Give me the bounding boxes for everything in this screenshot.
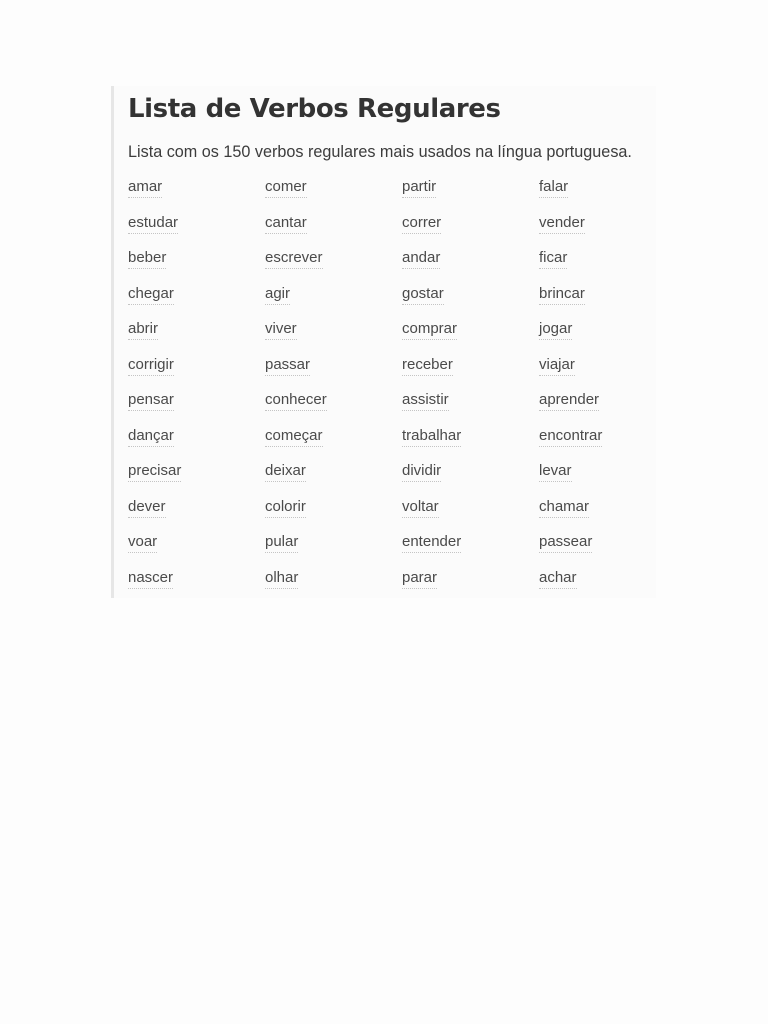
verb-link[interactable]: dançar xyxy=(128,427,174,447)
verb-list-card xyxy=(111,86,656,598)
page-title: Lista de Verbos Regulares xyxy=(128,94,501,124)
verb-cell xyxy=(402,320,539,356)
verb-cell xyxy=(539,533,648,569)
verb-cell xyxy=(539,391,648,427)
verb-cell xyxy=(128,427,265,463)
verb-cell xyxy=(128,249,265,285)
verb-cell xyxy=(128,462,265,498)
verb-link[interactable]: correr xyxy=(402,214,441,234)
verb-cell xyxy=(539,214,648,250)
verb-link[interactable]: abrir xyxy=(128,320,158,340)
verb-cell xyxy=(265,498,402,534)
verb-link[interactable]: passear xyxy=(539,533,592,553)
verb-cell xyxy=(265,178,402,214)
verb-link[interactable]: encontrar xyxy=(539,427,602,447)
verb-cell xyxy=(265,249,402,285)
verb-link[interactable]: passar xyxy=(265,356,310,376)
verb-cell xyxy=(128,214,265,250)
verb-link[interactable]: deixar xyxy=(265,462,306,482)
verb-grid xyxy=(128,178,648,604)
verb-cell xyxy=(265,214,402,250)
verb-cell xyxy=(402,214,539,250)
verb-link[interactable]: dividir xyxy=(402,462,441,482)
verb-link[interactable]: escrever xyxy=(265,249,323,269)
verb-cell xyxy=(128,356,265,392)
verb-cell xyxy=(265,356,402,392)
verb-link[interactable]: chamar xyxy=(539,498,589,518)
verb-cell xyxy=(402,178,539,214)
verb-link[interactable]: aprender xyxy=(539,391,599,411)
verb-link[interactable]: conhecer xyxy=(265,391,327,411)
verb-cell xyxy=(402,427,539,463)
page-subtitle: Lista com os 150 verbos regulares mais usados na língua portuguesa. xyxy=(128,143,632,161)
verb-link[interactable]: partir xyxy=(402,178,436,198)
verb-cell xyxy=(128,320,265,356)
verb-cell xyxy=(539,427,648,463)
verb-link[interactable]: ficar xyxy=(539,249,567,269)
verb-cell xyxy=(402,462,539,498)
verb-cell xyxy=(402,356,539,392)
verb-cell xyxy=(402,391,539,427)
verb-cell xyxy=(265,462,402,498)
verb-cell xyxy=(402,569,539,605)
verb-cell xyxy=(402,285,539,321)
verb-cell xyxy=(265,320,402,356)
verb-link[interactable]: levar xyxy=(539,462,572,482)
verb-link[interactable]: trabalhar xyxy=(402,427,461,447)
verb-cell xyxy=(539,356,648,392)
verb-link[interactable]: assistir xyxy=(402,391,449,411)
verb-link[interactable]: entender xyxy=(402,533,461,553)
verb-link[interactable]: cantar xyxy=(265,214,307,234)
verb-cell xyxy=(402,249,539,285)
verb-cell xyxy=(128,498,265,534)
verb-cell xyxy=(539,498,648,534)
verb-link[interactable]: brincar xyxy=(539,285,585,305)
verb-link[interactable]: colorir xyxy=(265,498,306,518)
verb-cell xyxy=(539,569,648,605)
verb-link[interactable]: pensar xyxy=(128,391,174,411)
verb-link[interactable]: estudar xyxy=(128,214,178,234)
verb-link[interactable]: viajar xyxy=(539,356,575,376)
verb-link[interactable]: andar xyxy=(402,249,440,269)
verb-link[interactable]: jogar xyxy=(539,320,572,340)
verb-cell xyxy=(128,178,265,214)
verb-cell xyxy=(128,285,265,321)
verb-link[interactable]: vender xyxy=(539,214,585,234)
verb-cell xyxy=(539,285,648,321)
verb-cell xyxy=(265,285,402,321)
verb-link[interactable]: beber xyxy=(128,249,166,269)
verb-link[interactable]: voltar xyxy=(402,498,439,518)
verb-cell xyxy=(128,533,265,569)
verb-link[interactable]: receber xyxy=(402,356,453,376)
verb-link[interactable]: corrigir xyxy=(128,356,174,376)
verb-cell xyxy=(265,533,402,569)
verb-link[interactable]: agir xyxy=(265,285,290,305)
verb-link[interactable]: dever xyxy=(128,498,166,518)
verb-cell xyxy=(539,178,648,214)
verb-cell xyxy=(539,320,648,356)
verb-link[interactable]: olhar xyxy=(265,569,298,589)
verb-cell xyxy=(539,462,648,498)
verb-link[interactable]: viver xyxy=(265,320,297,340)
verb-link[interactable]: achar xyxy=(539,569,577,589)
verb-cell xyxy=(128,569,265,605)
verb-link[interactable]: nascer xyxy=(128,569,173,589)
verb-cell xyxy=(128,391,265,427)
verb-link[interactable]: gostar xyxy=(402,285,444,305)
verb-cell xyxy=(402,533,539,569)
verb-link[interactable]: pular xyxy=(265,533,298,553)
verb-link[interactable]: chegar xyxy=(128,285,174,305)
verb-link[interactable]: precisar xyxy=(128,462,181,482)
verb-link[interactable]: comprar xyxy=(402,320,457,340)
verb-link[interactable]: parar xyxy=(402,569,437,589)
verb-cell xyxy=(265,391,402,427)
verb-link[interactable]: amar xyxy=(128,178,162,198)
verb-link[interactable]: comer xyxy=(265,178,307,198)
verb-link[interactable]: começar xyxy=(265,427,323,447)
verb-link[interactable]: falar xyxy=(539,178,568,198)
verb-cell xyxy=(265,569,402,605)
verb-cell xyxy=(539,249,648,285)
verb-cell xyxy=(265,427,402,463)
verb-link[interactable]: voar xyxy=(128,533,157,553)
verb-cell xyxy=(402,498,539,534)
